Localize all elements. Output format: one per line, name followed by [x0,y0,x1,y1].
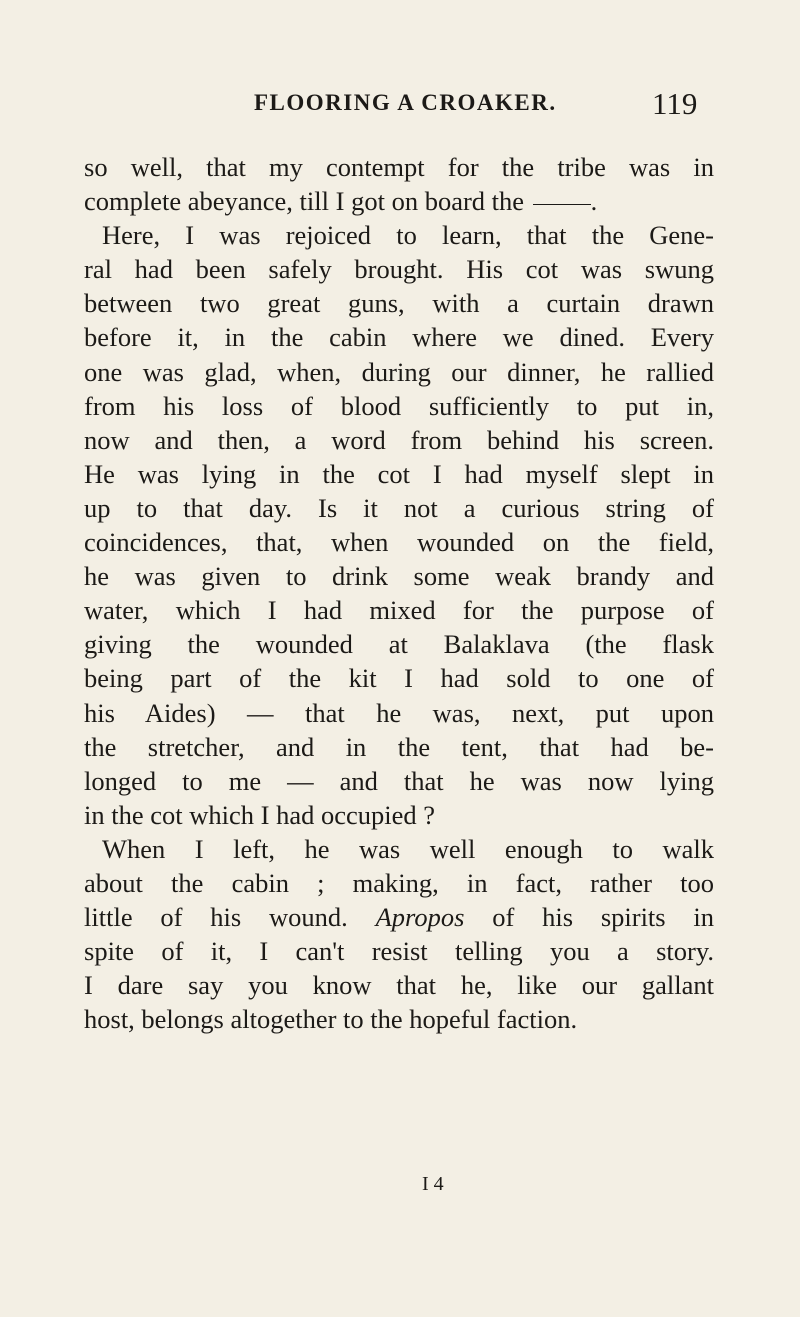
text-line: being part of the kit I had sold to one of [84,663,714,694]
page-number: 119 [652,86,698,121]
text-line: Here, I was rejoiced to learn, that the Gene- [102,220,714,251]
text-line: before it, in the cabin where we dined. Every [84,322,714,353]
text-line: host, belongs altogether to the hopeful faction. [84,1004,578,1035]
text-line: coincidences, that, when wounded on the field, [84,527,714,558]
text-line: longed to me — and that he was now lying [84,765,714,796]
running-title: FLOORING A CROAKER. [254,90,557,115]
text-line: ral had been safely brought. His cot was swung [84,254,714,285]
text-line: I dare say you know that he, like our gallant [84,970,714,1001]
text-line: the stretcher, and in the tent, that had be- [84,731,714,762]
blank-dash [533,204,591,205]
text-line: about the cabin ; making, in fact, rather too [84,867,714,898]
text-line: giving the wounded at Balaklava (the flask [84,629,714,660]
text-line: little of his wound. Apropos of his spirits in [84,902,715,933]
text-line: in the cot which I had occupied ? [84,799,435,830]
text-line: his Aides) — that he was, next, put upon [84,697,714,728]
text-line: so well, that my contempt for the tribe was in [84,152,714,182]
text-line: water, which I had mixed for the purpose of [84,595,714,626]
italic-word: Apropos [375,902,465,933]
text-line: now and then, a word from behind his screen. [84,424,714,455]
body-text [84,150,714,1036]
text-line: between two great guns, with a curtain drawn [84,288,714,319]
text-line: one was glad, when, during our dinner, he rallied [84,356,714,387]
text-line: spite of it, I can't resist telling you a story. [84,936,714,967]
text-line: from his loss of blood sufficiently to put in, [84,390,714,421]
text-line: When I left, he was well enough to walk [102,833,714,864]
text-line: up to that day. Is it not a curious string of [84,492,714,523]
text-line: He was lying in the cot I had myself slept in [84,458,714,489]
signature-mark: I 4 [422,1173,444,1195]
text-line: he was given to drink some weak brandy and [84,561,714,592]
running-head [0,86,800,126]
text-line: complete abeyance, till I got on board the . [84,186,598,217]
